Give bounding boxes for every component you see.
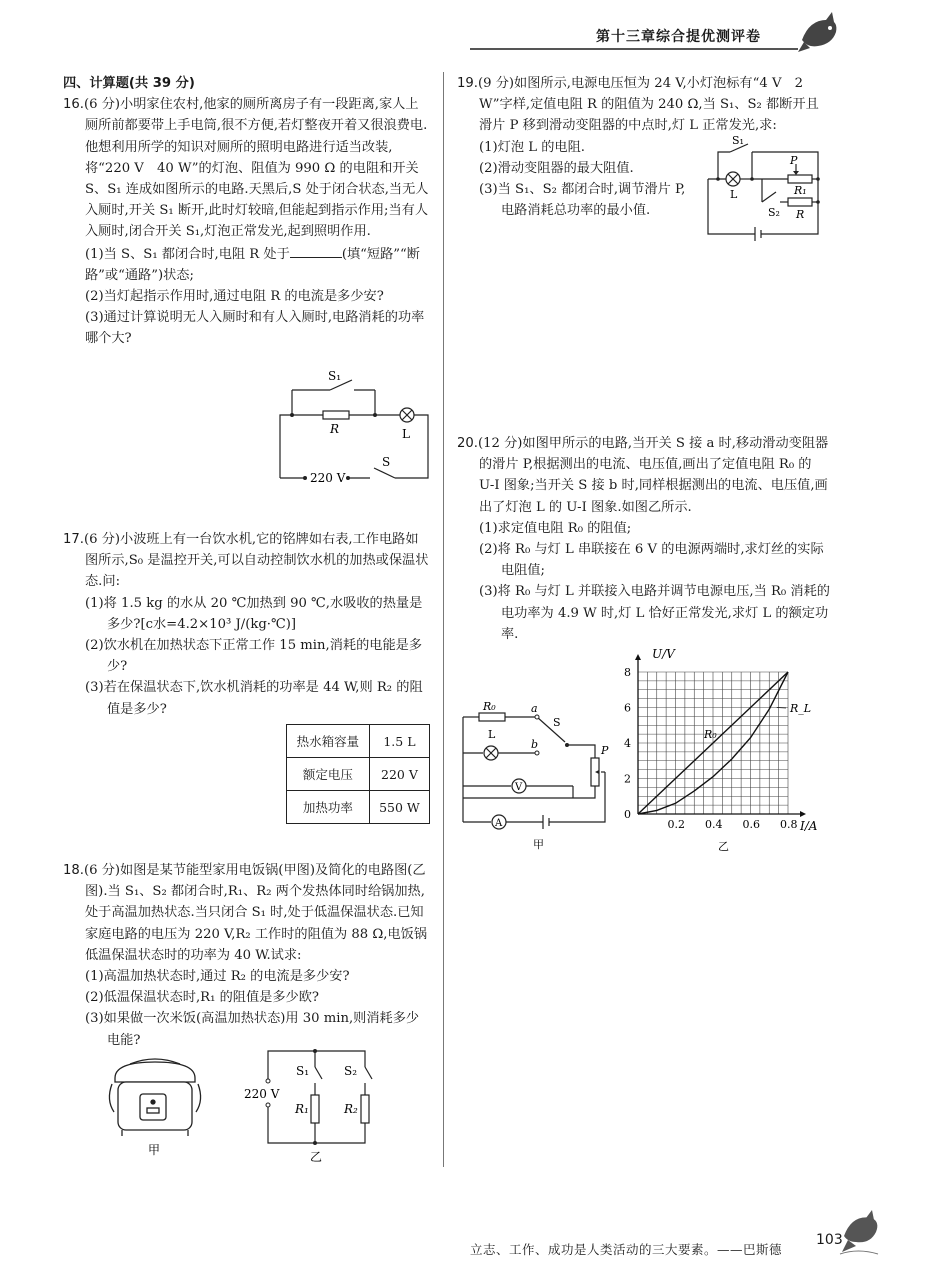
q19-part3: (3)当 S₁、S₂ 都闭合时,调节滑片 P,电路消耗总功率的最小值.: [479, 182, 686, 219]
q16-part1: [63, 243, 431, 286]
q17-block: [63, 529, 431, 720]
chapter-title: 第十三章综合提优测评卷: [596, 29, 761, 45]
y-tick-label: 0: [624, 808, 631, 821]
q17-number: 17.: [63, 532, 84, 547]
q18-text: (6 分)如图是某节能型家用电饭锅(甲图)及简化的电路图(乙图).当 S₁、S₂ 都闭合时,R₁、R₂ 两个发热体同时给锅加热,处于高温加热状态.当只闭合 S₁ 时,处于低温保温状态.已知家庭电路的电压为 220 V,R₂ 工作时的阻值为 88 Ω,电饭锅低温保温状态时的功率为 40 W.试求:: [83, 863, 428, 963]
column-divider: [443, 72, 444, 1167]
q19-label-p: P: [790, 154, 798, 167]
q20-label-s: S: [553, 716, 561, 729]
q19-label-r1: R₁: [794, 184, 807, 197]
q19-label-l: L: [730, 188, 738, 201]
q17-intro: [63, 529, 431, 593]
q20-label-yi: 乙: [718, 840, 729, 853]
x-tick-label: 0.4: [705, 818, 723, 831]
q18-label-s1: S₁: [296, 1064, 310, 1078]
q18-label-voltage: 220 V: [244, 1087, 280, 1101]
q18-circuit-diagram: [240, 1043, 390, 1165]
q20-label-b: b: [531, 738, 539, 751]
chart-label-r0: R₀: [704, 728, 717, 741]
dolphin-logo-icon: [796, 10, 842, 56]
q18-part2: (2)低温保温状态时,R₁ 的阻值是多少欧?: [85, 990, 319, 1006]
table-cell: 220 V: [369, 758, 429, 791]
q20-label-r0: R₀: [483, 700, 496, 713]
q19-part1: (1)灯泡 L 的电阻.: [479, 139, 585, 155]
dolphin-footer-icon: [838, 1208, 884, 1258]
x-tick-label: 0.8: [780, 818, 798, 831]
ui-chart: [610, 646, 830, 856]
q16-text: (6 分)小明家住农村,他家的厕所离房子有一段距离,家人上厕所前都要带上手电筒,很不方便,若灯整夜开着又很浪费电.他想利用所学的知识对厕所的照明电路进行适当改装,将“220 V 40 W”的灯泡、阻值为 990 Ω 的电阻和开关 S、S₁ 连成如图所示的电路.天黑后,S 处于闭合状态,当无人入厕时,开关 S₁ 断开,此时灯较暗,但能起到指示作用;当有人入厕时,闭合开关 S₁,灯泡正常发光,起到照明作用.: [83, 97, 429, 240]
q19-circuit-diagram: [700, 134, 830, 244]
q20-ammeter-icon: A: [495, 818, 503, 829]
q18-block: [63, 860, 431, 1051]
q20-label-jia: 甲: [533, 838, 544, 851]
q18-number: 18.: [63, 863, 84, 878]
chart-ticks: [624, 666, 798, 831]
q18-part1: (1)高温加热状态时,通过 R₂ 的电流是多少安?: [85, 969, 350, 985]
q16-intro: [63, 94, 431, 242]
table-cell: 额定电压: [287, 758, 370, 791]
q20-block: [457, 433, 831, 645]
q16-part2: (2)当灯起指示作用时,通过电阻 R 的电流是多少安?: [85, 289, 384, 305]
chart-ylabel: U/V: [652, 647, 675, 661]
y-tick-label: 8: [624, 666, 631, 679]
table-cell: 热水箱容量: [287, 725, 370, 758]
q19-label-r: R: [796, 208, 805, 221]
q19-label-s1: S₁: [732, 134, 744, 147]
chart-label-rl: R_L: [790, 702, 812, 715]
rice-cooker-illustration: [100, 1050, 210, 1160]
q18-label-r2: R₂: [344, 1102, 358, 1116]
header-rule: [470, 48, 798, 50]
y-tick-label: 2: [624, 772, 631, 786]
q20-part3: (3)将 R₀ 与灯 L 并联接入电路并调节电源电压,当 R₀ 消耗的电功率为 4.9 W 时,灯 L 恰好正常发光,求灯 L 的额定功率.: [479, 584, 830, 642]
table-row: [287, 725, 430, 758]
q16-part3: (3)通过计算说明无人入厕时和有人入厕时,电路消耗的功率哪个大?: [85, 310, 425, 347]
q20-voltmeter-icon: V: [515, 782, 523, 793]
y-tick-label: 6: [624, 701, 631, 715]
q16-answer-blank[interactable]: [290, 243, 342, 258]
q20-part1: (1)求定值电阻 R₀ 的阻值;: [479, 520, 632, 536]
q18-label-jia: 甲: [148, 1143, 161, 1157]
q19-number: 19.: [457, 76, 478, 91]
q16-label-r: R: [330, 422, 340, 436]
q20-label-p: P: [601, 744, 609, 757]
footer-quote: 立志、工作、成功是人类活动的三大要素。——巴斯德: [470, 1242, 783, 1257]
left-column: [63, 73, 431, 350]
q18-intro: [63, 860, 431, 966]
q20-circuit-diagram: [455, 700, 620, 855]
x-tick-label: 0.2: [667, 818, 685, 831]
q20-label-l: L: [488, 728, 496, 741]
table-cell: 1.5 L: [369, 725, 429, 758]
q20-text: (12 分)如图甲所示的电路,当开关 S 接 a 时,移动滑动变阻器的滑片 P,根据测出的电流、电压值,画出了定值电阻 R₀ 的 U-I 图象;当开关 S 接 b 时,同样根据测出的电流、电压值,画出了灯泡 L 的 U-I 图象.如图乙所示.: [477, 436, 829, 515]
rl-label-leader: [777, 708, 786, 709]
q16-number: 16.: [63, 97, 84, 113]
x-axis-arrow-icon: [800, 811, 806, 817]
q19-intro: [457, 73, 831, 137]
q16-circuit-diagram: [270, 368, 440, 488]
q16-label-s1: S₁: [328, 369, 342, 383]
q20-label-a: a: [531, 702, 538, 715]
x-tick-label: 0.6: [742, 818, 760, 831]
chart-xlabel: I/A: [800, 819, 818, 833]
y-axis-arrow-icon: [635, 654, 641, 660]
q19-text: (9 分)如图所示,电源电压恒为 24 V,小灯泡标有“4 V 2 W”字样,定值电阻 R 的阻值为 240 Ω,当 S₁、S₂ 都断开且滑片 P 移到滑动变阻器的中点时,灯 L 正常发光,求:: [477, 76, 819, 134]
table-cell: 550 W: [369, 791, 429, 824]
table-cell: 加热功率: [287, 791, 370, 824]
q20-number: 20.: [457, 436, 478, 451]
q16-label-voltage: 220 V: [310, 471, 346, 485]
q16-part1-a: (1)当 S、S₁ 都闭合时,电阻 R 处于: [85, 246, 290, 262]
q16-part1-b: (填“短路”“断路”或“通路”)状态;: [85, 246, 420, 283]
q16-label-s: S: [382, 455, 391, 469]
section-title: 四、计算题(共 39 分): [63, 76, 195, 91]
q17-part2: (2)饮水机在加热状态下正常工作 15 min,消耗的电能是多少?: [85, 638, 423, 675]
q20-intro: [457, 433, 831, 518]
page-number: 103: [816, 1232, 843, 1248]
q19-part2: (2)滑动变阻器的最大阻值.: [479, 160, 634, 176]
y-tick-label: 4: [624, 737, 631, 750]
q18-label-s2: S₂: [344, 1064, 358, 1078]
q17-spec-table: [286, 724, 430, 824]
q18-label-yi: 乙: [310, 1150, 323, 1164]
q17-part1: (1)将 1.5 kg 的水从 20 ℃加热到 90 ℃,水吸收的热量是多少?[c水=4.2×10³ J/(kg·℃)]: [85, 595, 423, 632]
table-row: [287, 791, 430, 824]
q18-part3: (3)如果做一次米饭(高温加热状态)用 30 min,则消耗多少电能?: [85, 1011, 420, 1048]
q18-label-r1: R₁: [295, 1102, 309, 1116]
q19-label-s2: S₂: [768, 206, 780, 219]
table-row: [287, 758, 430, 791]
q17-text: (6 分)小波班上有一台饮水机,它的铭牌如右表,工作电路如图所示,S₀ 是温控开关,可以自动控制饮水机的加热或保温状态.问:: [83, 532, 429, 590]
q17-part3: (3)若在保温状态下,饮水机消耗的功率是 44 W,则 R₂ 的阻值是多少?: [85, 680, 423, 717]
q16-label-l: L: [402, 427, 410, 441]
q20-part2: (2)将 R₀ 与灯 L 串联接在 6 V 的电源两端时,求灯丝的实际电阻值;: [479, 542, 824, 579]
